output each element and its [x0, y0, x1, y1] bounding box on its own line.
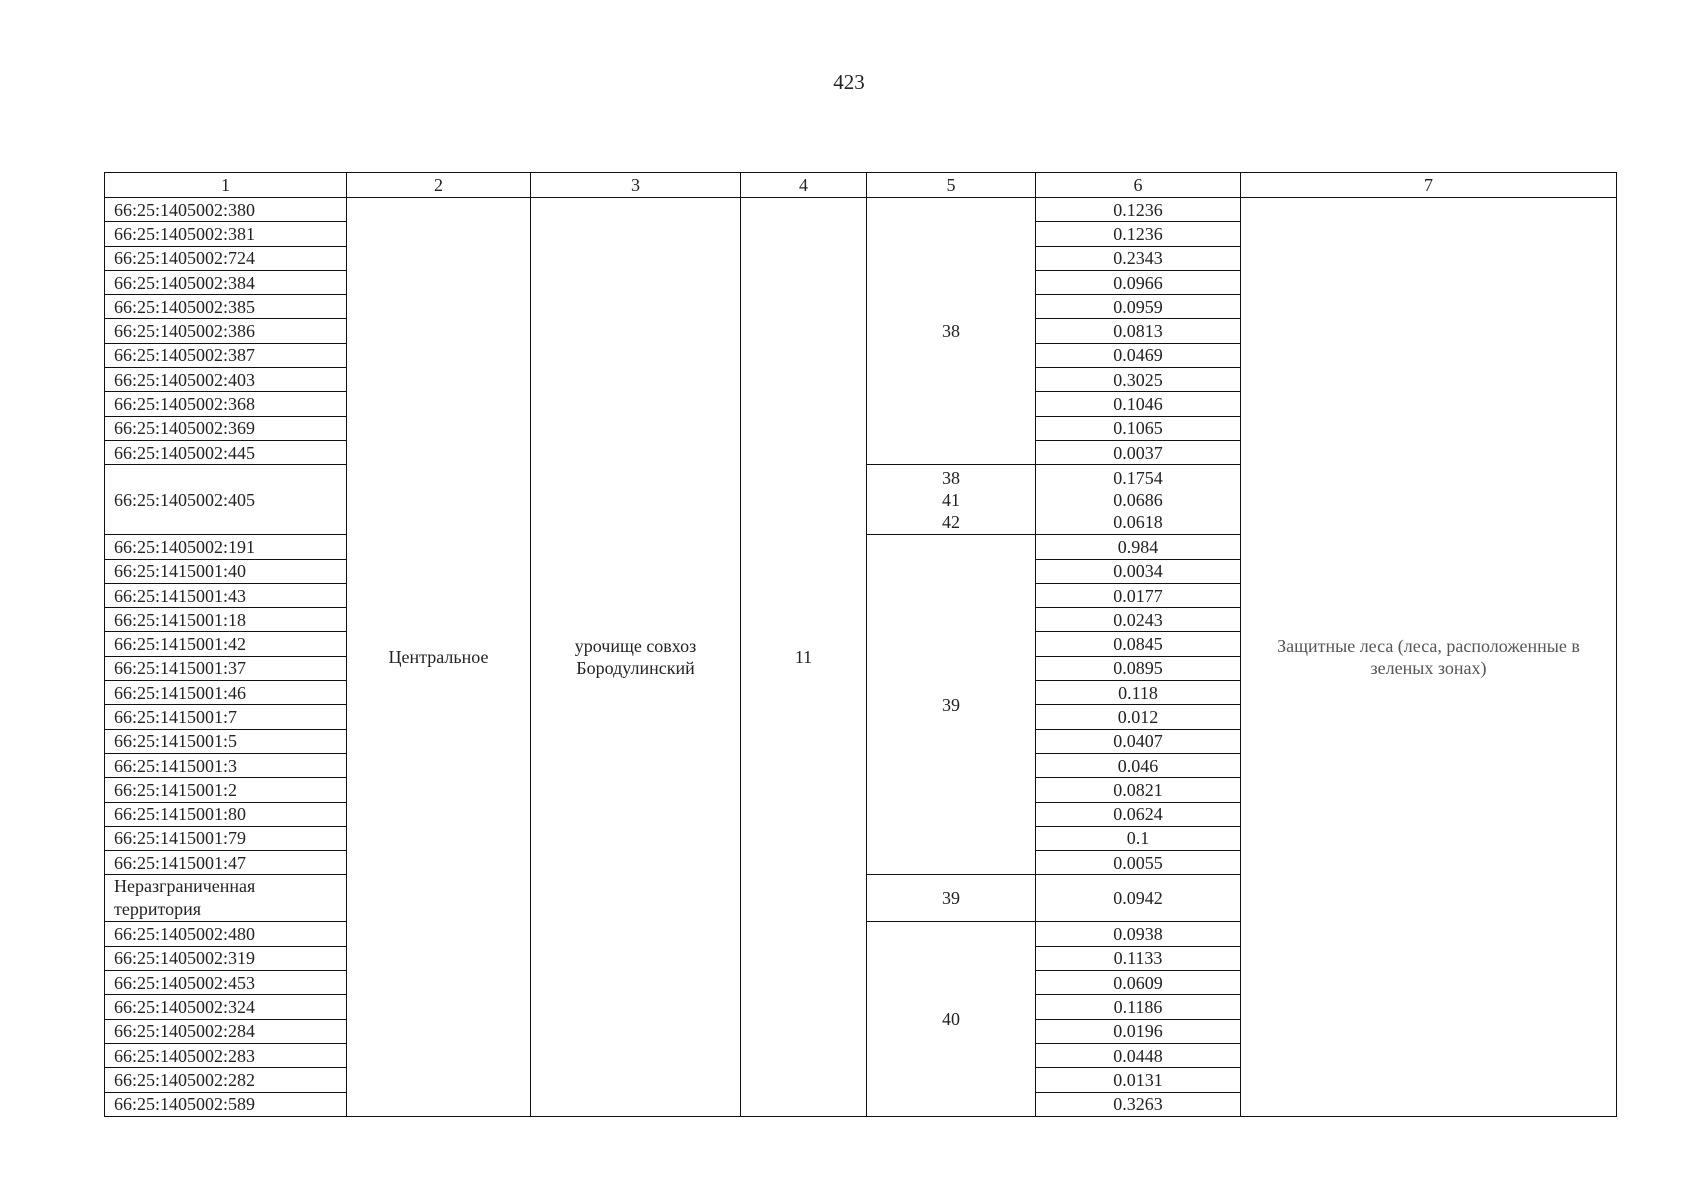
area-cell: 0.0243	[1036, 608, 1241, 632]
cadastral-number: 66:25:1415001:2	[105, 778, 347, 802]
cadastral-number: 66:25:1405002:387	[105, 343, 347, 367]
vydel-cell	[867, 465, 1036, 535]
cadastral-number: 66:25:1415001:18	[105, 608, 347, 632]
area-value: 0.0686	[1113, 489, 1163, 510]
area-value: 0.0618	[1113, 511, 1163, 532]
cadastral-number: 66:25:1415001:42	[105, 632, 347, 656]
column-header: 4	[741, 173, 867, 198]
forest-category-cell: Защитные леса (леса, расположенные в зеленых зонах)	[1241, 198, 1617, 1117]
area-cell: 0.984	[1036, 535, 1241, 559]
cadastral-number: 66:25:1415001:7	[105, 705, 347, 729]
vydel-cell: 38	[867, 198, 1036, 465]
area-cell: 0.0813	[1036, 319, 1241, 343]
area-cell: 0.0895	[1036, 656, 1241, 680]
unallocated-label: Неразграниченная территория	[114, 876, 256, 920]
column-header: 6	[1036, 173, 1241, 198]
area-cell: 0.1236	[1036, 222, 1241, 246]
cadastral-number: 66:25:1405002:324	[105, 995, 347, 1019]
area-cell: 0.0037	[1036, 440, 1241, 464]
area-cell: 0.0196	[1036, 1019, 1241, 1043]
area-cell: 0.0938	[1036, 922, 1241, 946]
cadastral-number: 66:25:1405002:381	[105, 222, 347, 246]
page-number: 423	[833, 70, 865, 94]
column-header: 3	[531, 173, 741, 198]
vydel-cell: 39	[867, 875, 1036, 922]
vydel-value: 42	[942, 511, 960, 532]
area-cell: 0.0055	[1036, 851, 1241, 875]
cadastral-number: 66:25:1415001:79	[105, 826, 347, 850]
cadastral-number: 66:25:1405002:284	[105, 1019, 347, 1043]
area-cell: 0.0959	[1036, 295, 1241, 319]
area-cell: 0.0821	[1036, 778, 1241, 802]
cadastral-number: 66:25:1405002:589	[105, 1092, 347, 1116]
cadastral-number: 66:25:1405002:283	[105, 1043, 347, 1067]
cadastral-number: 66:25:1405002:282	[105, 1068, 347, 1092]
vydel-cell: 39	[867, 535, 1036, 875]
area-cell: 0.3263	[1036, 1092, 1241, 1116]
area-cell: 0.0966	[1036, 270, 1241, 294]
area-cell: 0.012	[1036, 705, 1241, 729]
area-cell	[1036, 465, 1241, 535]
area-cell: 0.1	[1036, 826, 1241, 850]
area-value: 0.1754	[1113, 467, 1163, 488]
cadastral-number: 66:25:1415001:5	[105, 729, 347, 753]
area-cell: 0.0942	[1036, 875, 1241, 922]
cadastral-number: 66:25:1415001:3	[105, 753, 347, 777]
area-cell: 0.1236	[1036, 198, 1241, 222]
area-cell: 0.0624	[1036, 802, 1241, 826]
table-row	[105, 198, 1617, 222]
district-cell: Центральное	[347, 198, 531, 1117]
cadastral-number: 66:25:1405002:385	[105, 295, 347, 319]
column-header: 7	[1241, 173, 1617, 198]
area-cell: 0.3025	[1036, 368, 1241, 392]
cadastral-number: 66:25:1405002:453	[105, 971, 347, 995]
cadastral-number: 66:25:1405002:445	[105, 440, 347, 464]
vydel-value: 41	[942, 489, 960, 510]
cadastral-number: 66:25:1415001:37	[105, 656, 347, 680]
area-cell: 0.1065	[1036, 416, 1241, 440]
area-cell: 0.0034	[1036, 559, 1241, 583]
cadastral-number: 66:25:1405002:384	[105, 270, 347, 294]
cadastral-number: 66:25:1405002:724	[105, 246, 347, 270]
area-cell: 0.1133	[1036, 946, 1241, 970]
area-cell: 0.1186	[1036, 995, 1241, 1019]
header-row	[105, 173, 1617, 198]
cadastral-number: 66:25:1405002:369	[105, 416, 347, 440]
area-cell: 0.0448	[1036, 1043, 1241, 1067]
cadastral-number: 66:25:1415001:46	[105, 681, 347, 705]
cadastral-number: 66:25:1415001:80	[105, 802, 347, 826]
cadastral-number: 66:25:1415001:43	[105, 583, 347, 607]
area-cell: 0.0609	[1036, 971, 1241, 995]
cadastral-number: 66:25:1405002:380	[105, 198, 347, 222]
area-cell: 0.0845	[1036, 632, 1241, 656]
area-cell: 0.0407	[1036, 729, 1241, 753]
tract-cell: урочище совхоз Бородулинский	[531, 198, 741, 1117]
area-cell: 0.0177	[1036, 583, 1241, 607]
cadastral-number: 66:25:1415001:47	[105, 851, 347, 875]
cadastral-number: 66:25:1405002:386	[105, 319, 347, 343]
cadastral-number: 66:25:1405002:319	[105, 946, 347, 970]
cadastral-number: 66:25:1405002:368	[105, 392, 347, 416]
land-plots-table	[104, 172, 1617, 1117]
area-cell: 0.0469	[1036, 343, 1241, 367]
column-header: 1	[105, 173, 347, 198]
area-cell: 0.0131	[1036, 1068, 1241, 1092]
area-cell: 0.1046	[1036, 392, 1241, 416]
cadastral-number: 66:25:1405002:191	[105, 535, 347, 559]
cadastral-number: 66:25:1405002:403	[105, 368, 347, 392]
cadastral-number	[105, 875, 347, 922]
column-header: 2	[347, 173, 531, 198]
cadastral-number: 66:25:1405002:480	[105, 922, 347, 946]
cadastral-number: 66:25:1405002:405	[105, 465, 347, 535]
cadastral-number: 66:25:1415001:40	[105, 559, 347, 583]
area-cell: 0.2343	[1036, 246, 1241, 270]
kvartal-cell: 11	[741, 198, 867, 1117]
vydel-value: 38	[942, 467, 960, 488]
area-cell: 0.118	[1036, 681, 1241, 705]
column-header: 5	[867, 173, 1036, 198]
vydel-cell: 40	[867, 922, 1036, 1116]
area-cell: 0.046	[1036, 753, 1241, 777]
